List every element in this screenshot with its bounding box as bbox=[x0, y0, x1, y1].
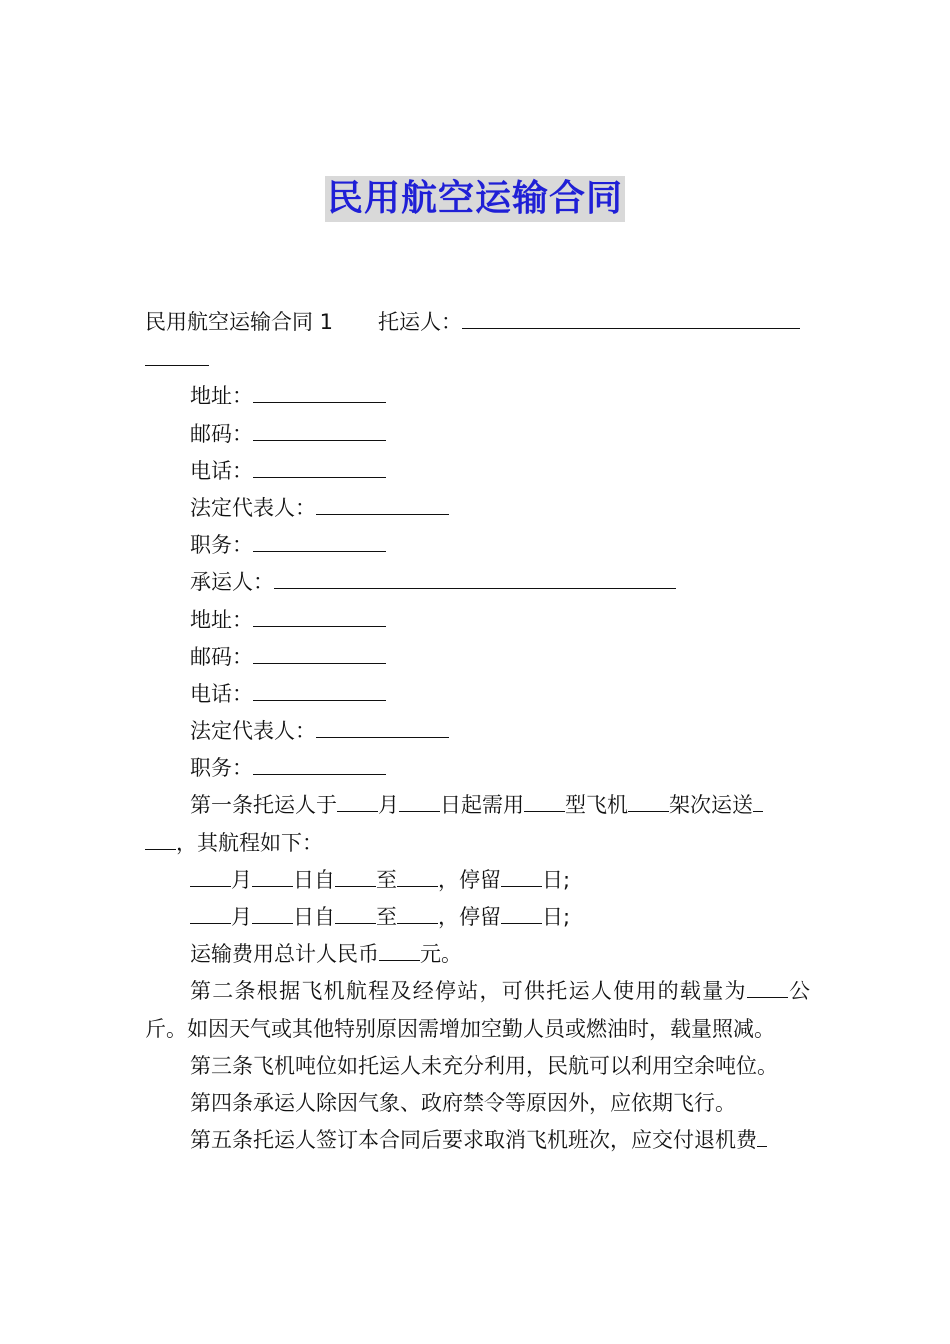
shipper-phone-line bbox=[145, 453, 810, 490]
route-text: 日自 bbox=[293, 867, 335, 892]
intro-line bbox=[145, 304, 810, 341]
blank-line bbox=[145, 827, 176, 850]
article5-text: 第五条托运人签订本合同后要求取消飞机班次，应交付退机费 bbox=[190, 1128, 757, 1153]
blank-line bbox=[337, 789, 378, 812]
field-label: 邮码： bbox=[190, 421, 253, 446]
fee-line bbox=[145, 936, 810, 973]
blank-line bbox=[252, 901, 293, 924]
carrier-blank bbox=[274, 566, 676, 589]
article4-paragraph: 第四条承运人除因气象、政府禁令等原因外，应依期飞行。 bbox=[190, 1090, 736, 1115]
article2-text: 第二条根据飞机航程及经停站，可供托运人使用的载量为 bbox=[190, 979, 747, 1004]
contract-heading: 民用航空运输合同 1 bbox=[145, 310, 334, 334]
article1-text: 日起需用 bbox=[440, 793, 524, 818]
blank-line bbox=[628, 789, 669, 812]
fee-text: 运输费用总计人民币 bbox=[190, 942, 379, 967]
blank-line bbox=[399, 789, 440, 812]
carrier-position-line bbox=[145, 750, 810, 787]
article1-text: ，其航程如下： bbox=[176, 830, 323, 855]
document-body bbox=[145, 304, 810, 1159]
blank-line bbox=[335, 901, 376, 924]
blank-line bbox=[757, 1124, 767, 1147]
field-label: 电话： bbox=[190, 681, 253, 706]
blank-line bbox=[190, 864, 231, 887]
article3-paragraph: 第三条飞机吨位如托运人未充分利用，民航可以利用空余吨位。 bbox=[190, 1053, 778, 1078]
route-text: 至 bbox=[376, 905, 397, 929]
article1-line2 bbox=[145, 825, 810, 862]
field-label: 法定代表人： bbox=[190, 719, 316, 744]
blank-line bbox=[252, 864, 293, 887]
blank-line bbox=[253, 678, 386, 701]
article1-text: 架次运送 bbox=[669, 793, 753, 818]
article2-paragraph bbox=[145, 973, 810, 1047]
route-text: ，停留 bbox=[438, 905, 501, 929]
blank-line bbox=[524, 789, 565, 812]
blank-line bbox=[253, 752, 386, 775]
carrier-phone-line bbox=[145, 676, 810, 713]
route-text: 至 bbox=[376, 867, 397, 892]
blank-line bbox=[501, 864, 542, 887]
shipper-address-line bbox=[145, 378, 810, 415]
route-text: 日; bbox=[542, 905, 571, 929]
blank-line bbox=[190, 901, 231, 924]
blank-line bbox=[501, 901, 542, 924]
article2-text: 公斤。如因天气或其他特别原因需增加空勤人员或燃油时，载量照减。 bbox=[145, 979, 811, 1041]
blank-line bbox=[253, 641, 386, 664]
field-label: 职务： bbox=[190, 756, 253, 781]
field-label: 电话： bbox=[190, 458, 253, 483]
carrier-postcode-line bbox=[145, 639, 810, 676]
shipper-legal-rep-line bbox=[145, 490, 810, 527]
blank-line bbox=[747, 975, 788, 998]
shipper-blank-wrap bbox=[145, 343, 209, 366]
shipper-postcode-line bbox=[145, 416, 810, 453]
blank-line bbox=[253, 529, 386, 552]
route-text: ，停留 bbox=[438, 867, 501, 892]
route-line-1 bbox=[145, 862, 810, 899]
shipper-position-line bbox=[145, 527, 810, 564]
field-label: 地址： bbox=[190, 607, 253, 632]
article5-paragraph bbox=[145, 1122, 810, 1159]
article1-text: 第一条托运人于 bbox=[190, 793, 337, 818]
field-label: 法定代表人： bbox=[190, 495, 316, 520]
fee-text: 元。 bbox=[420, 942, 462, 967]
route-line-2 bbox=[145, 899, 810, 936]
blank-line bbox=[753, 789, 763, 812]
carrier-legal-rep-line bbox=[145, 713, 810, 750]
blank-line bbox=[397, 901, 438, 924]
field-label: 职务： bbox=[190, 533, 253, 558]
document-title: 民用航空运输合同 bbox=[325, 176, 625, 222]
blank-line bbox=[397, 864, 438, 887]
blank-line bbox=[253, 455, 386, 478]
route-text: 日自 bbox=[293, 905, 335, 929]
route-text: 日; bbox=[542, 867, 571, 892]
blank-line bbox=[253, 418, 386, 441]
route-text: 月 bbox=[231, 905, 252, 929]
shipper-blank bbox=[462, 306, 800, 329]
blank-line bbox=[253, 604, 386, 627]
shipper-label: 托运人： bbox=[378, 310, 463, 334]
shipper-blank-continued bbox=[145, 341, 810, 378]
field-label: 地址： bbox=[190, 384, 253, 409]
blank-line bbox=[335, 864, 376, 887]
carrier-label: 承运人： bbox=[190, 570, 274, 595]
title-container bbox=[0, 176, 950, 222]
carrier-address-line bbox=[145, 602, 810, 639]
blank-line bbox=[253, 380, 386, 403]
carrier-line bbox=[145, 564, 810, 601]
blank-line bbox=[316, 715, 449, 738]
blank-line bbox=[379, 938, 420, 961]
blank-line bbox=[316, 492, 449, 515]
article1-text: 月 bbox=[378, 793, 399, 818]
article1-text: 型飞机 bbox=[565, 793, 628, 818]
article1-line1 bbox=[145, 787, 810, 824]
route-text: 月 bbox=[231, 867, 252, 892]
field-label: 邮码： bbox=[190, 644, 253, 669]
